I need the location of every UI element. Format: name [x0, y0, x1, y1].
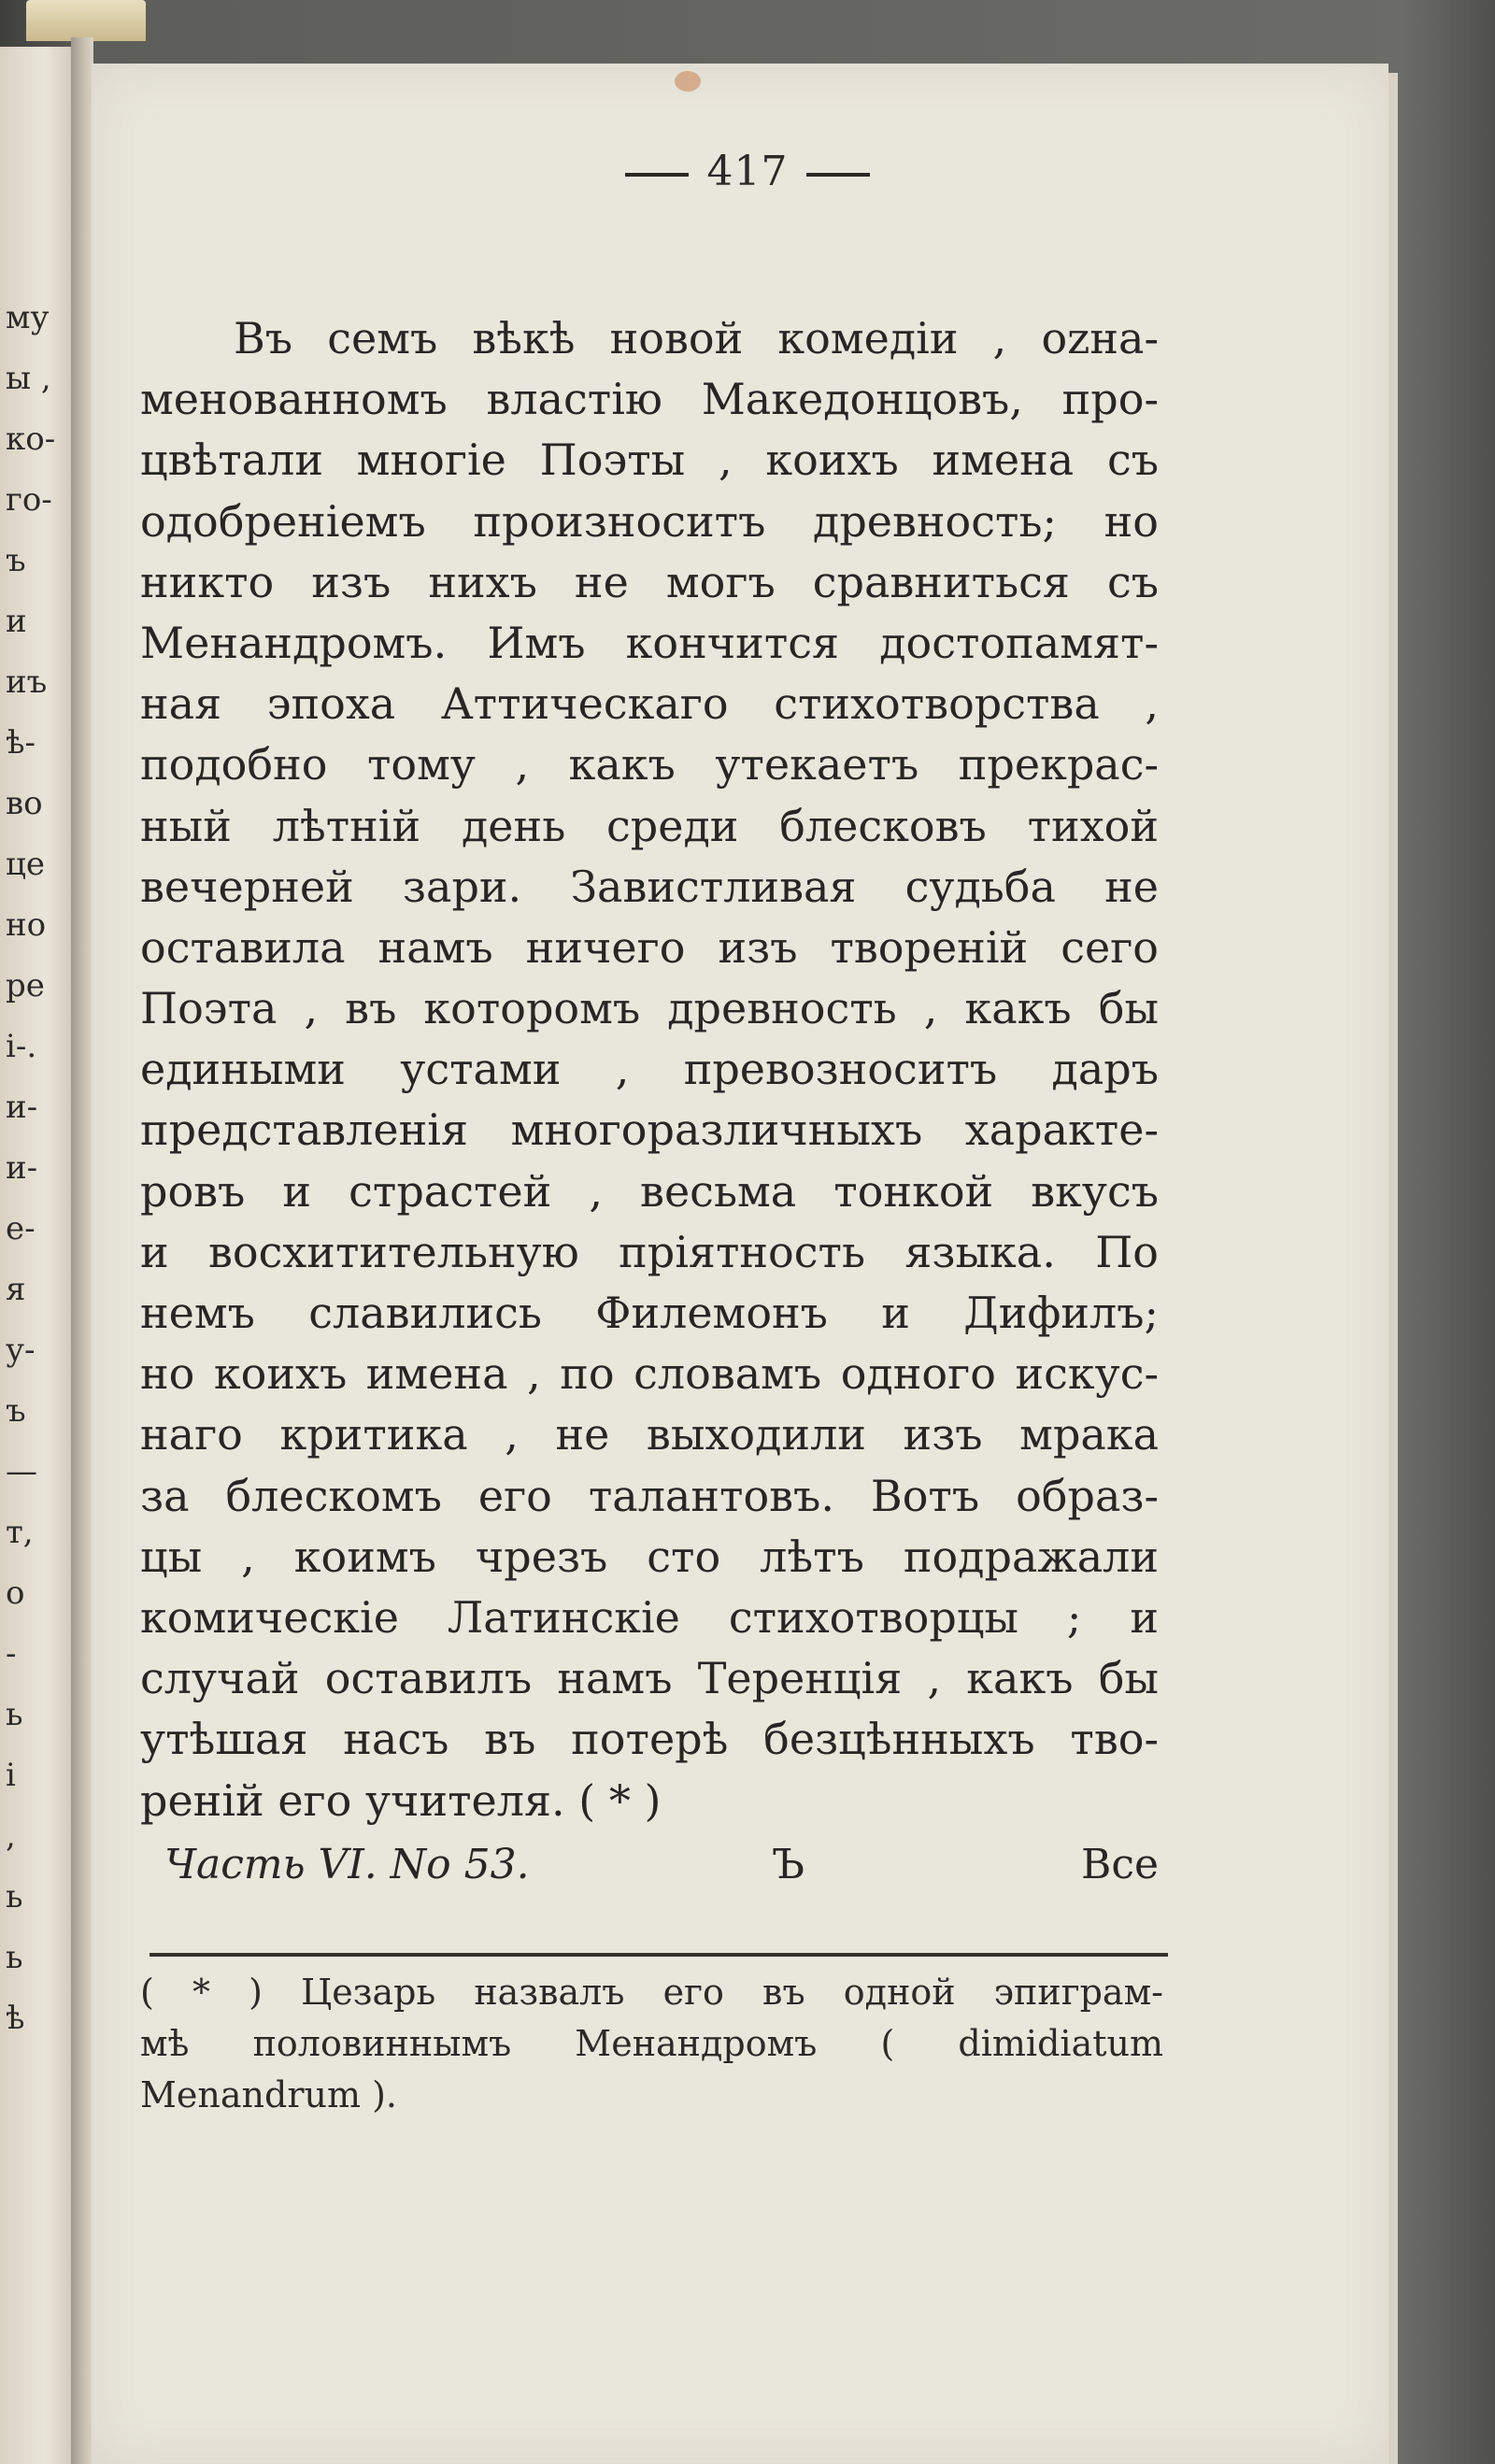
left-page-fragment: о — [6, 1574, 25, 1612]
text-line: реній его учителя. ( * ) — [140, 1774, 662, 1826]
text-line: комическіе Латинскіе стихотворцы ; и — [140, 1591, 1159, 1643]
text-line: представленія многоразличныхъ характе- — [140, 1104, 1159, 1156]
left-page-fragment: ре — [6, 967, 45, 1004]
volume-signature: Часть VI. No 53. — [164, 1841, 530, 1888]
footnote-line: ( * ) Цезарь назвалъ его въ одной эпиграм- — [140, 1972, 1163, 2013]
text-line: Менандромъ. Имъ кончится достопамят- — [140, 617, 1159, 668]
left-page-fragment: і — [6, 1757, 16, 1794]
page-number: 417 — [706, 148, 789, 195]
text-line: Въ семъ вѣкѣ новой комедіи , ozна- — [234, 313, 1159, 363]
left-page-fragment: - — [6, 1635, 17, 1673]
text-line: Поэта , въ которомъ древность , какъ бы — [140, 983, 1159, 1034]
left-page-fragment: го- — [6, 481, 52, 519]
footnote-rule — [150, 1953, 1168, 1957]
text-line: но коихъ имена , по словамъ одного искус- — [140, 1348, 1159, 1400]
ink-stain — [675, 71, 701, 92]
text-line: наго критика , не выходили изъ мрака — [140, 1409, 1159, 1460]
left-page-fragment: ѣ — [6, 2000, 25, 2037]
text-line: менованномъ властію Македонцовъ, про- — [140, 374, 1159, 425]
text-line: немъ славились Филемонъ и Дифилъ; — [140, 1288, 1159, 1338]
left-facing-page — [0, 47, 75, 2464]
dash-right — [806, 173, 870, 177]
text-line: случай оставилъ намъ Теренція , какъ бы — [140, 1653, 1159, 1704]
left-page-fragment: і-. — [6, 1028, 37, 1065]
text-line: одобреніемъ произноситъ древность; но — [140, 495, 1159, 547]
left-page-fragment: т, — [6, 1514, 34, 1551]
left-page-fragment: ко- — [6, 420, 56, 458]
main-text — [140, 308, 1159, 1831]
text-line: подобно тому , какъ утекаетъ прекрас- — [140, 739, 1159, 790]
footnote — [140, 1967, 1163, 2121]
page-number-header — [0, 148, 1495, 195]
footnote-line: Menandrum ). — [140, 2074, 397, 2115]
signature-mark: Ъ — [772, 1841, 804, 1888]
text-line: за блескомъ его талантовъ. Вотъ образ- — [140, 1470, 1159, 1521]
left-page-fragment: ѣ- — [6, 724, 36, 762]
text-line: утѣшая насъ въ потерѣ безцѣнныхъ тво- — [140, 1714, 1159, 1765]
text-line: ная эпоха Аттическаго стихотворства , — [140, 678, 1159, 730]
left-page-fragment: — — [6, 1453, 37, 1490]
text-line: и восхитительную пріятность языка. По — [140, 1226, 1159, 1277]
left-page-fragment: ы , — [6, 360, 51, 397]
text-line: цы , коимъ чрезъ сто лѣтъ подражали — [140, 1531, 1159, 1582]
left-page-fragment: во — [6, 785, 43, 822]
left-page-fragment: ь — [6, 1878, 23, 1916]
left-page-fragment: ъ — [6, 1392, 26, 1430]
left-page-fragment: ъ — [6, 542, 26, 579]
left-page-fragment: иъ — [6, 663, 48, 701]
left-page-fragment: му — [6, 299, 50, 336]
left-page-fragment: и- — [6, 1089, 38, 1126]
text-line: цвѣтали многіе Поэты , коихъ имена съ — [140, 434, 1159, 486]
text-line: едиными устами , превозноситъ даръ — [140, 1044, 1159, 1095]
text-line: оставила намъ ничего изъ твореній сего — [140, 921, 1159, 973]
catchword: Все — [1080, 1841, 1159, 1888]
dash-left — [625, 173, 689, 177]
left-page-fragment: це — [6, 846, 45, 883]
left-page-fragment: я — [6, 1271, 26, 1308]
left-page-fragment: ь — [6, 1939, 23, 1976]
left-page-fragment: но — [6, 906, 47, 944]
text-line: вечерней зари. Завистливая судьба не — [140, 861, 1159, 912]
footnote-line: мѣ половиннымъ Менандромъ ( dimidiatum — [140, 2023, 1163, 2064]
page-edge — [1388, 73, 1398, 2464]
text-line: ный лѣтній день среди блесковъ тихой — [140, 800, 1159, 851]
left-page-fragment: е- — [6, 1210, 36, 1247]
left-page-fragment: у- — [6, 1332, 36, 1369]
left-page-fragment: и- — [6, 1149, 38, 1187]
text-line: ровъ и страстей , весьма тонкой вкусъ — [140, 1165, 1159, 1217]
left-page-fragment: и — [6, 603, 27, 640]
left-page-fragment: ь — [6, 1696, 23, 1733]
text-line: никто изъ нихъ не могъ сравниться съ — [140, 556, 1159, 607]
left-page-fragment: , — [6, 1817, 16, 1855]
book-spine — [71, 37, 93, 2464]
bookmark-tab — [26, 0, 146, 41]
